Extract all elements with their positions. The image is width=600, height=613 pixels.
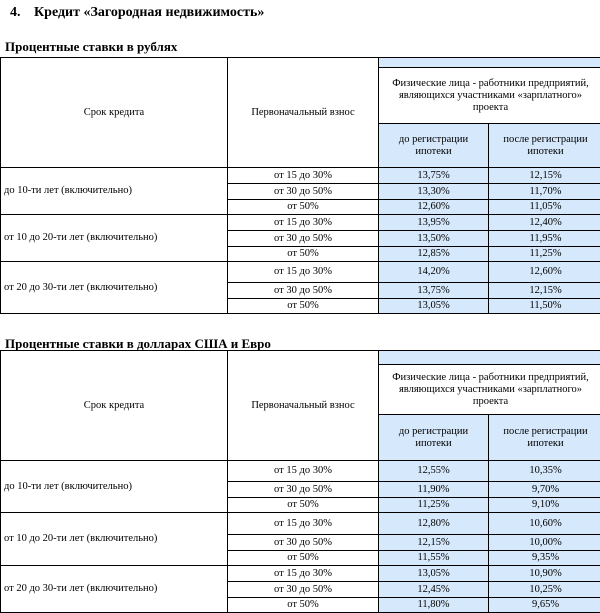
rate-after-cell: 11,70% xyxy=(489,184,600,200)
section-heading xyxy=(10,5,264,25)
down-payment-header: Первоначальный взнос xyxy=(228,58,379,168)
loan-term-cell: от 20 до 30-ти лет (включительно) xyxy=(1,262,228,314)
rate-before-cell: 12,85% xyxy=(379,247,489,262)
rate-after-cell: 11,05% xyxy=(489,200,600,215)
after-registration-header: после регистрации ипотеки xyxy=(489,124,600,168)
table-row xyxy=(1,215,600,231)
rate-after-cell: 12,60% xyxy=(489,262,600,283)
rate-after-cell: 10,25% xyxy=(489,582,600,598)
table-row xyxy=(1,262,600,283)
rate-before-cell: 12,55% xyxy=(379,461,489,482)
loan-term-cell: от 10 до 20-ти лет (включительно) xyxy=(1,513,228,566)
down-payment-cell: от 30 до 50% xyxy=(228,231,379,247)
rate-before-cell: 13,05% xyxy=(379,299,489,314)
rate-after-cell: 10,00% xyxy=(489,535,600,551)
rate-before-cell: 11,80% xyxy=(379,598,489,613)
table-row xyxy=(1,461,600,482)
down-payment-cell: от 15 до 30% xyxy=(228,513,379,535)
down-payment-cell: от 50% xyxy=(228,498,379,513)
rate-after-cell: 9,65% xyxy=(489,598,600,613)
rate-before-cell: 13,50% xyxy=(379,231,489,247)
rate-after-cell: 12,15% xyxy=(489,283,600,299)
table-row xyxy=(1,168,600,184)
rate-before-cell: 11,55% xyxy=(379,551,489,566)
salary-project-header: Физические лица - работники предприятий, являющихся участниками «зарплатного» проекта xyxy=(379,68,600,124)
table-row xyxy=(1,566,600,582)
header-blue-strip xyxy=(379,58,600,68)
down-payment-cell: от 30 до 50% xyxy=(228,582,379,598)
loan-term-cell: до 10-ти лет (включительно) xyxy=(1,461,228,513)
loan-term-cell: от 10 до 20-ти лет (включительно) xyxy=(1,215,228,262)
rate-before-cell: 12,80% xyxy=(379,513,489,535)
down-payment-cell: от 50% xyxy=(228,247,379,262)
down-payment-cell: от 50% xyxy=(228,200,379,215)
rate-after-cell: 9,70% xyxy=(489,482,600,498)
down-payment-cell: от 30 до 50% xyxy=(228,283,379,299)
loan-term-cell: от 20 до 30-ти лет (включительно) xyxy=(1,566,228,613)
usd-eur-rates-table xyxy=(0,350,600,613)
header-blue-strip xyxy=(379,351,600,365)
down-payment-cell: от 30 до 50% xyxy=(228,184,379,200)
rate-after-cell: 12,40% xyxy=(489,215,600,231)
section-title: Кредит «Загородная недвижимость» xyxy=(34,5,264,20)
rate-before-cell: 12,45% xyxy=(379,582,489,598)
after-registration-header: после регистрации ипотеки xyxy=(489,415,600,461)
loan-term-cell: до 10-ти лет (включительно) xyxy=(1,168,228,215)
rate-before-cell: 13,30% xyxy=(379,184,489,200)
down-payment-cell: от 15 до 30% xyxy=(228,215,379,231)
rate-after-cell: 12,15% xyxy=(489,168,600,184)
rate-before-cell: 14,20% xyxy=(379,262,489,283)
down-payment-cell: от 30 до 50% xyxy=(228,535,379,551)
rate-after-cell: 11,95% xyxy=(489,231,600,247)
rate-before-cell: 13,05% xyxy=(379,566,489,582)
before-registration-header: до регистрации ипотеки xyxy=(379,415,489,461)
term-header: Срок кредита xyxy=(1,351,228,461)
section-number: 4. xyxy=(10,5,34,21)
rate-before-cell: 11,90% xyxy=(379,482,489,498)
before-registration-header: до регистрации ипотеки xyxy=(379,124,489,168)
rate-after-cell: 10,90% xyxy=(489,566,600,582)
rate-after-cell: 9,10% xyxy=(489,498,600,513)
salary-project-header: Физические лица - работники предприятий, являющихся участниками «зарплатного» проекта xyxy=(379,365,600,415)
rub-rates-title: Процентные ставки в рублях xyxy=(5,39,177,55)
down-payment-cell: от 50% xyxy=(228,299,379,314)
table-row xyxy=(1,513,600,535)
down-payment-cell: от 50% xyxy=(228,551,379,566)
rate-before-cell: 12,15% xyxy=(379,535,489,551)
rate-after-cell: 11,50% xyxy=(489,299,600,314)
rate-after-cell: 11,25% xyxy=(489,247,600,262)
down-payment-cell: от 15 до 30% xyxy=(228,168,379,184)
down-payment-cell: от 15 до 30% xyxy=(228,262,379,283)
rate-before-cell: 11,25% xyxy=(379,498,489,513)
rate-before-cell: 13,75% xyxy=(379,283,489,299)
rate-before-cell: 13,75% xyxy=(379,168,489,184)
down-payment-cell: от 15 до 30% xyxy=(228,566,379,582)
term-header: Срок кредита xyxy=(1,58,228,168)
rate-before-cell: 12,60% xyxy=(379,200,489,215)
rate-after-cell: 10,60% xyxy=(489,513,600,535)
rate-after-cell: 9,35% xyxy=(489,551,600,566)
down-payment-cell: от 15 до 30% xyxy=(228,461,379,482)
rate-after-cell: 10,35% xyxy=(489,461,600,482)
usd-eur-rates-title: Процентные ставки в долларах США и Евро xyxy=(5,336,271,352)
rub-rates-table xyxy=(0,57,600,314)
rate-before-cell: 13,95% xyxy=(379,215,489,231)
down-payment-cell: от 30 до 50% xyxy=(228,482,379,498)
down-payment-header: Первоначальный взнос xyxy=(228,351,379,461)
down-payment-cell: от 50% xyxy=(228,598,379,613)
